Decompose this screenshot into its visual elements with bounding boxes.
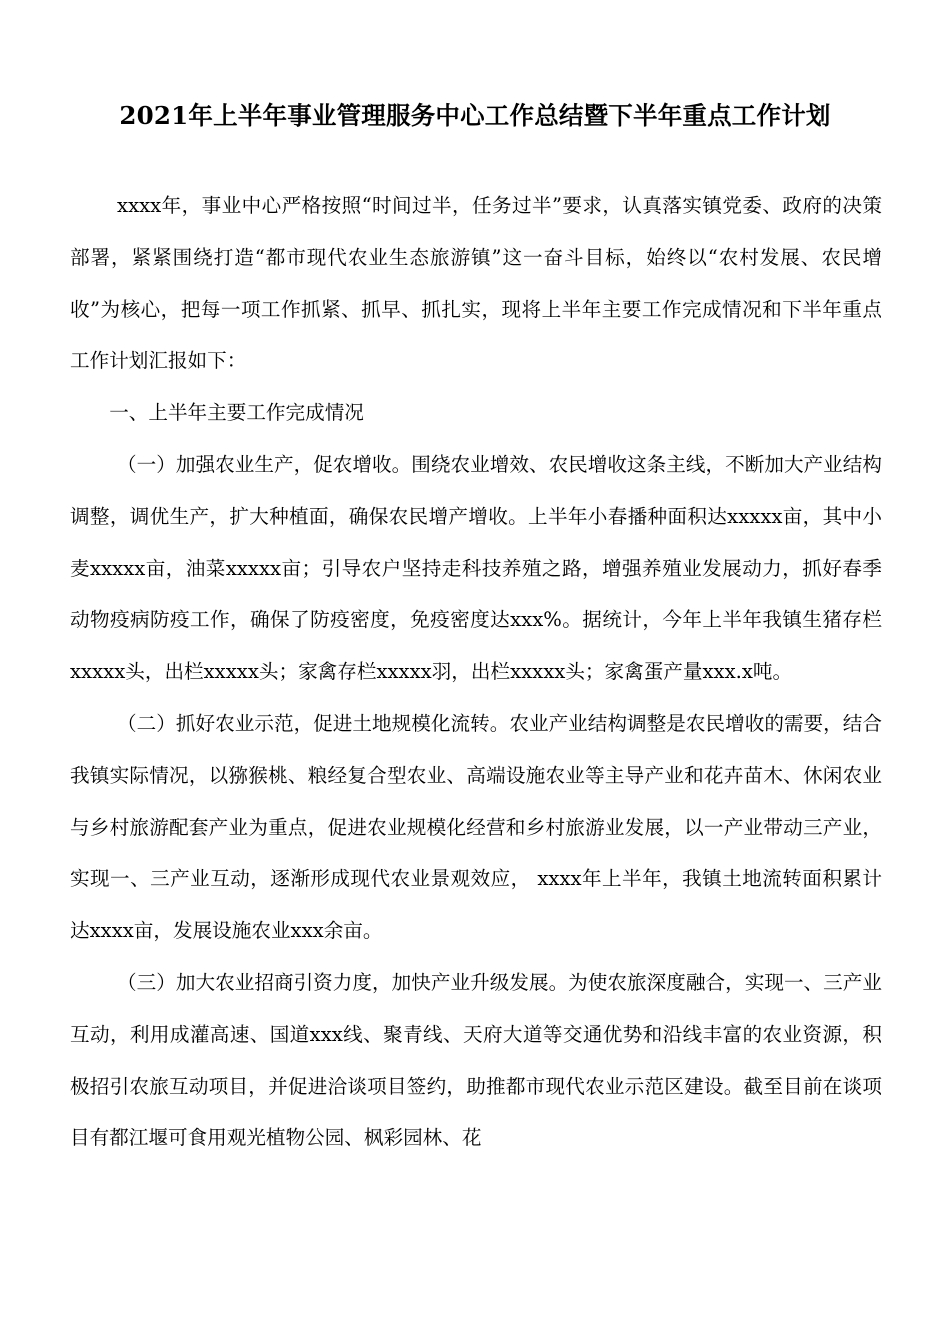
paragraph-agriculture-production: （一）加强农业生产，促农增收。围绕农业增效、农民增收这条主线，不断加大产业结构调整，调优生产，扩大种植面，确保农民增产增收。上半年小春播种面积达xxxxx亩，其中小麦xxxxx亩，油菜xxxxx亩；引导农户坚持走科技养殖之路，增强养殖业发展动力，抓好春季动物疫病防疫工作，确保了防疫密度，免疫密度达xxx%。据统计，今年上半年我镇生猪存栏xxxxx头，出栏xxxxx头；家禽存栏xxxxx羽，出栏xxxxx头；家禽蛋产量xxx.x吨。 [70, 452, 882, 684]
paragraph-agriculture-demonstration: （二）抓好农业示范，促进土地规模化流转。农业产业结构调整是农民增收的需要，结合我镇实际情况，以猕猴桃、粮经复合型农业、高端设施农业等主导产业和花卉苗木、休闲农业与乡村旅游配套产业为重点，促进农业规模化经营和乡村旅游业发展，以一产业带动三产业，实现一、三产业互动，逐渐形成现代农业景观效应， xxxx年上半年，我镇土地流转面积累计达xxxx亩，发展设施农业xxx余亩。 [70, 711, 882, 943]
intro-paragraph: xxxx年，事业中心严格按照“时间过半，任务过半”要求，认真落实镇党委、政府的决策部署，紧紧围绕打造“都市现代农业生态旅游镇”这一奋斗目标，始终以“农村发展、农民增收”为核心，把每一项工作抓紧、抓早、抓扎实，现将上半年主要工作完成情况和下半年重点工作计划汇报如下： [70, 194, 882, 373]
section-heading: 一、上半年主要工作完成情况 [109, 401, 364, 425]
paragraph-investment-promotion: （三）加大农业招商引资力度，加快产业升级发展。为使农旅深度融合，实现一、三产业互动，利用成灌高速、国道xxx线、聚青线、天府大道等交通优势和沿线丰富的农业资源，积极招引农旅互动项目，并促进洽谈项目签约，助推都市现代农业示范区建设。截至目前在谈项目有都江堰可食用观光植物公园、枫彩园林、花 [70, 970, 882, 1150]
document-body [70, 180, 882, 1164]
document-title: 2021年上半年事业管理服务中心工作总结暨下半年重点工作计划 [119, 101, 831, 130]
